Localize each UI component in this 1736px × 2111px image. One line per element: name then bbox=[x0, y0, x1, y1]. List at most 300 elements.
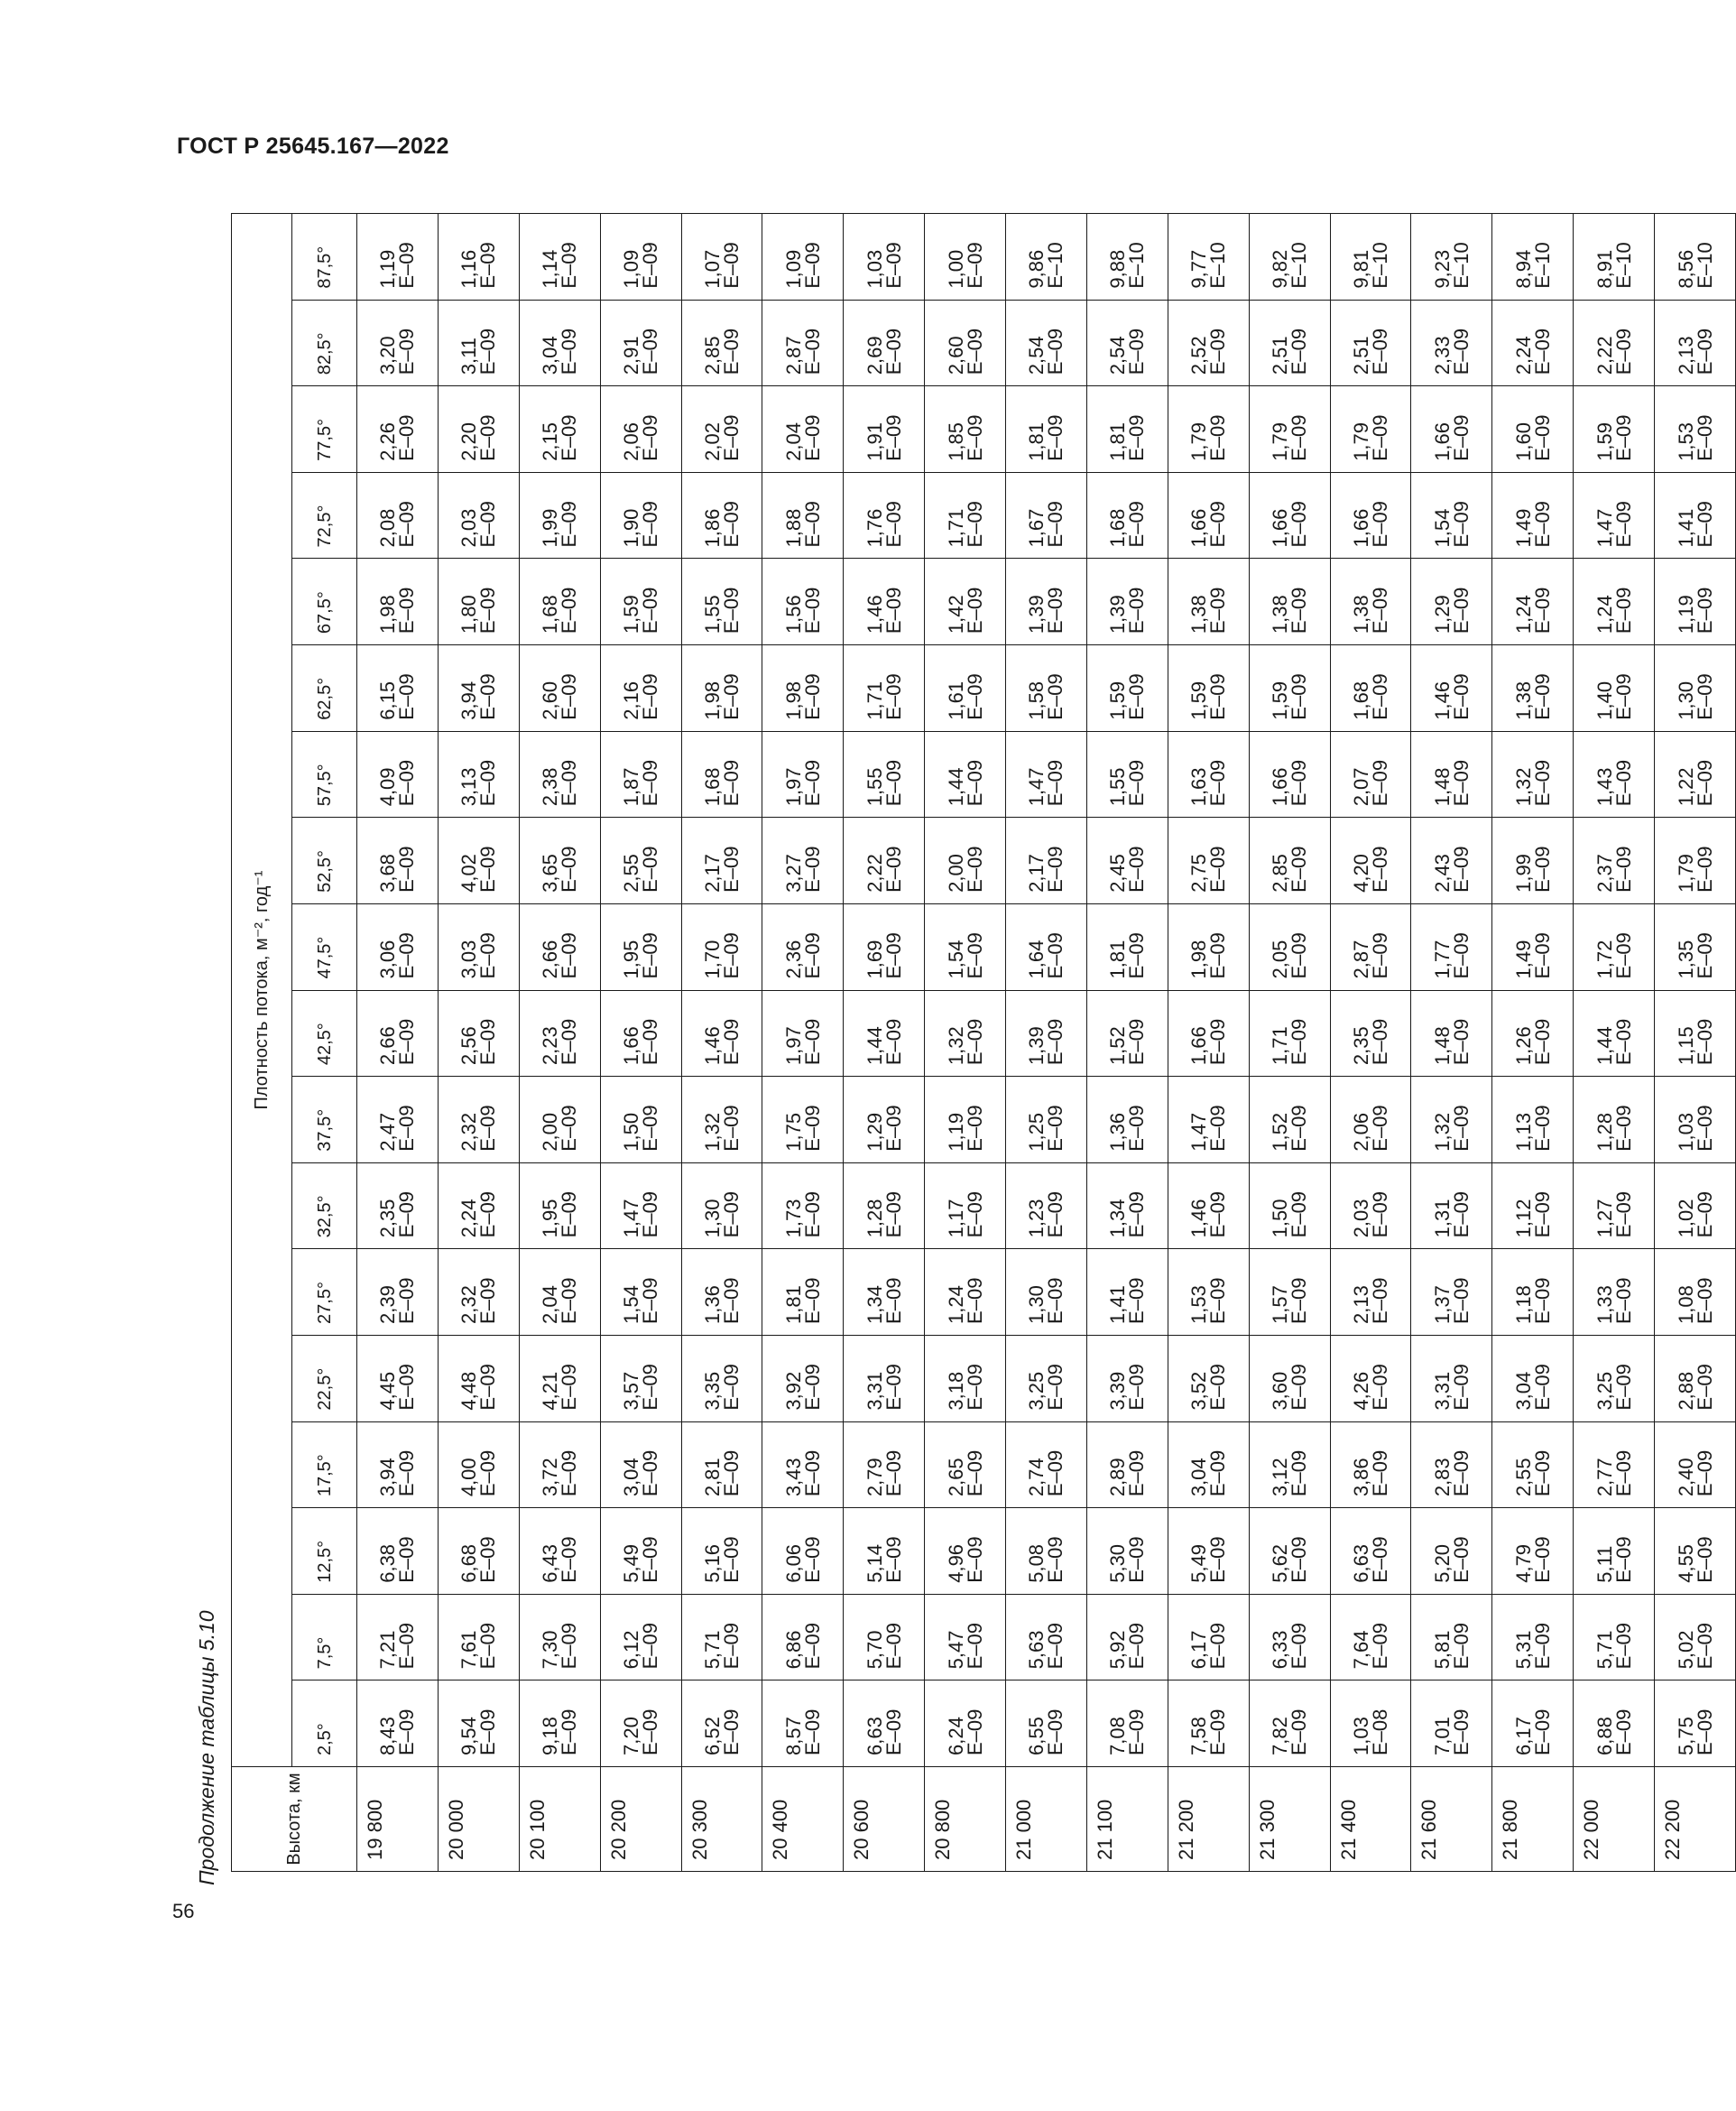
flux-value-cell bbox=[357, 1594, 439, 1680]
exponent: E–09 bbox=[800, 1623, 824, 1670]
flux-value-cell bbox=[1086, 214, 1168, 301]
flux-value-cell bbox=[1006, 990, 1087, 1077]
mantissa: 2,13 bbox=[1349, 1285, 1372, 1324]
mantissa: 1,47 bbox=[1187, 1112, 1211, 1152]
mantissa: 1,24 bbox=[1511, 595, 1535, 634]
exponent: E–09 bbox=[476, 1277, 500, 1324]
exponent: E–09 bbox=[882, 1018, 905, 1066]
exponent: E–09 bbox=[395, 1190, 419, 1238]
mantissa: 3,03 bbox=[457, 940, 481, 979]
exponent: E–09 bbox=[1368, 673, 1391, 720]
mantissa: 2,15 bbox=[539, 422, 562, 461]
mantissa: 2,87 bbox=[781, 336, 805, 375]
exponent: E–09 bbox=[476, 759, 500, 807]
exponent: E–09 bbox=[1044, 1277, 1067, 1324]
flux-value-cell bbox=[357, 903, 439, 990]
mantissa: 6,63 bbox=[1349, 1543, 1372, 1583]
mantissa: 2,56 bbox=[457, 1026, 481, 1066]
mantissa: 6,88 bbox=[1593, 1717, 1616, 1755]
flux-value-cell bbox=[1168, 1162, 1249, 1249]
exponent: E–09 bbox=[800, 1190, 824, 1238]
flux-value-cell bbox=[681, 472, 762, 559]
flux-value-cell bbox=[1330, 645, 1411, 732]
flux-value-cell bbox=[1086, 903, 1168, 990]
mantissa: 2,22 bbox=[863, 854, 886, 893]
flux-value-cell bbox=[844, 386, 925, 473]
exponent: E–09 bbox=[1288, 328, 1311, 375]
mantissa: 3,04 bbox=[1187, 1458, 1211, 1497]
mantissa: 1,19 bbox=[944, 1112, 967, 1152]
table-body bbox=[357, 214, 1736, 1872]
exponent: E–09 bbox=[1611, 1364, 1635, 1411]
mantissa: 8,56 bbox=[1674, 249, 1697, 289]
exponent: E–09 bbox=[1693, 1190, 1716, 1238]
angle-header: 17,5° bbox=[292, 1421, 357, 1508]
flux-value-cell bbox=[1168, 1421, 1249, 1508]
flux-value-cell bbox=[1411, 1077, 1492, 1163]
exponent: E–09 bbox=[1611, 673, 1635, 720]
mantissa: 1,34 bbox=[863, 1285, 886, 1324]
exponent: E–09 bbox=[1206, 932, 1230, 979]
flux-value-cell bbox=[1492, 1077, 1574, 1163]
flux-value-cell bbox=[1411, 990, 1492, 1077]
mantissa: 1,32 bbox=[944, 1026, 967, 1066]
mantissa: 3,04 bbox=[620, 1458, 643, 1497]
exponent: E–09 bbox=[1044, 1364, 1067, 1411]
flux-value-cell bbox=[1411, 731, 1492, 818]
mantissa: 1,50 bbox=[620, 1112, 643, 1152]
flux-value-cell bbox=[1655, 1249, 1736, 1336]
flux-value-cell bbox=[762, 472, 844, 559]
exponent: E–09 bbox=[1368, 587, 1391, 634]
mantissa: 1,38 bbox=[1511, 681, 1535, 720]
altitude-cell: 21 000 bbox=[1006, 1767, 1087, 1872]
table-row bbox=[1330, 214, 1411, 1872]
flux-value-cell bbox=[600, 1594, 681, 1680]
flux-value-cell bbox=[1330, 1421, 1411, 1508]
exponent: E–09 bbox=[882, 759, 905, 807]
exponent: E–09 bbox=[476, 501, 500, 548]
exponent: E–09 bbox=[558, 501, 581, 548]
exponent: E–09 bbox=[882, 587, 905, 634]
exponent: E–09 bbox=[476, 932, 500, 979]
flux-value-cell bbox=[519, 386, 600, 473]
exponent: E–09 bbox=[1288, 1364, 1311, 1411]
flux-value-cell bbox=[438, 1421, 519, 1508]
flux-value-cell bbox=[1492, 300, 1574, 386]
mantissa: 2,06 bbox=[1349, 1112, 1372, 1152]
flux-value-cell bbox=[519, 1680, 600, 1767]
exponent: E–09 bbox=[1288, 1105, 1311, 1152]
flux-value-cell bbox=[1574, 300, 1655, 386]
mantissa: 6,68 bbox=[457, 1543, 481, 1583]
flux-value-cell bbox=[519, 214, 600, 301]
mantissa: 1,81 bbox=[781, 1285, 805, 1324]
exponent: E–10 bbox=[1693, 242, 1716, 289]
exponent: E–09 bbox=[719, 1623, 743, 1670]
exponent: E–09 bbox=[639, 1105, 662, 1152]
mantissa: 7,21 bbox=[376, 1630, 400, 1670]
exponent: E–09 bbox=[1449, 1364, 1473, 1411]
altitude-cell: 21 600 bbox=[1411, 1767, 1492, 1872]
exponent: E–09 bbox=[1530, 1018, 1554, 1066]
exponent: E–09 bbox=[395, 1449, 419, 1497]
mantissa: 2,43 bbox=[1430, 854, 1454, 893]
flux-value-cell bbox=[681, 1249, 762, 1336]
exponent: E–09 bbox=[719, 1190, 743, 1238]
flux-value-cell bbox=[357, 990, 439, 1077]
flux-value-cell bbox=[1574, 1680, 1655, 1767]
exponent: E–09 bbox=[476, 1105, 500, 1152]
flux-value-cell bbox=[1330, 1594, 1411, 1680]
mantissa: 4,55 bbox=[1674, 1543, 1697, 1583]
exponent: E–09 bbox=[1449, 1190, 1473, 1238]
exponent: E–09 bbox=[800, 759, 824, 807]
flux-value-cell bbox=[600, 1680, 681, 1767]
exponent: E–09 bbox=[1693, 501, 1716, 548]
mantissa: 5,70 bbox=[863, 1630, 886, 1670]
mantissa: 1,19 bbox=[1674, 595, 1697, 634]
exponent: E–09 bbox=[476, 673, 500, 720]
exponent: E–09 bbox=[395, 328, 419, 375]
mantissa: 1,68 bbox=[539, 595, 562, 634]
mantissa: 9,77 bbox=[1187, 249, 1211, 289]
mantissa: 2,24 bbox=[1511, 336, 1535, 375]
flux-value-cell bbox=[762, 214, 844, 301]
mantissa: 1,09 bbox=[781, 249, 805, 289]
flux-value-cell bbox=[1006, 472, 1087, 559]
exponent: E–09 bbox=[800, 501, 824, 548]
flux-value-cell bbox=[438, 472, 519, 559]
flux-value-cell bbox=[844, 903, 925, 990]
flux-value-cell bbox=[844, 559, 925, 645]
flux-value-cell bbox=[1006, 1249, 1087, 1336]
mantissa: 2,33 bbox=[1430, 336, 1454, 375]
mantissa: 1,36 bbox=[700, 1285, 724, 1324]
exponent: E–09 bbox=[1368, 1536, 1391, 1583]
flux-value-cell bbox=[1655, 645, 1736, 732]
exponent: E–10 bbox=[1125, 242, 1149, 289]
exponent: E–09 bbox=[558, 1364, 581, 1411]
flux-value-cell bbox=[844, 731, 925, 818]
flux-value-cell bbox=[519, 559, 600, 645]
mantissa: 9,18 bbox=[539, 1717, 562, 1755]
flux-value-cell bbox=[844, 990, 925, 1077]
mantissa: 2,13 bbox=[1674, 336, 1697, 375]
mantissa: 4,20 bbox=[1349, 854, 1372, 893]
mantissa: 9,82 bbox=[1269, 249, 1292, 289]
mantissa: 7,58 bbox=[1187, 1717, 1211, 1755]
flux-value-cell bbox=[762, 731, 844, 818]
exponent: E–09 bbox=[1125, 501, 1149, 548]
flux-value-cell bbox=[925, 990, 1006, 1077]
mantissa: 2,36 bbox=[781, 940, 805, 979]
exponent: E–09 bbox=[1530, 328, 1554, 375]
flux-value-cell bbox=[762, 645, 844, 732]
exponent: E–09 bbox=[1044, 1190, 1067, 1238]
exponent: E–09 bbox=[1693, 673, 1716, 720]
mantissa: 1,61 bbox=[944, 681, 967, 720]
exponent: E–09 bbox=[1125, 932, 1149, 979]
mantissa: 1,25 bbox=[1025, 1112, 1048, 1152]
altitude-cell: 21 400 bbox=[1330, 1767, 1411, 1872]
exponent: E–09 bbox=[882, 932, 905, 979]
flux-value-cell bbox=[762, 300, 844, 386]
mantissa: 2,03 bbox=[1349, 1199, 1372, 1238]
exponent: E–10 bbox=[1449, 242, 1473, 289]
exponent: E–09 bbox=[882, 242, 905, 289]
altitude-cell: 22 000 bbox=[1574, 1767, 1655, 1872]
exponent: E–09 bbox=[1288, 759, 1311, 807]
mantissa: 6,55 bbox=[1025, 1717, 1048, 1755]
mantissa: 2,52 bbox=[1187, 336, 1211, 375]
mantissa: 6,86 bbox=[781, 1630, 805, 1670]
flux-value-cell bbox=[925, 300, 1006, 386]
flux-value-cell bbox=[1168, 386, 1249, 473]
mantissa: 2,88 bbox=[1674, 1371, 1697, 1411]
mantissa: 4,02 bbox=[457, 854, 481, 893]
mantissa: 6,63 bbox=[863, 1717, 886, 1755]
header-row-group bbox=[232, 214, 292, 1872]
mantissa: 2,06 bbox=[620, 422, 643, 461]
flux-value-cell bbox=[1006, 1594, 1087, 1680]
flux-value-cell bbox=[357, 731, 439, 818]
mantissa: 2,04 bbox=[539, 1285, 562, 1324]
exponent: E–09 bbox=[1206, 673, 1230, 720]
flux-value-cell bbox=[1006, 645, 1087, 732]
flux-value-cell bbox=[438, 1508, 519, 1595]
exponent: E–09 bbox=[719, 1277, 743, 1324]
flux-value-cell bbox=[762, 1594, 844, 1680]
exponent: E–09 bbox=[719, 846, 743, 893]
mantissa: 5,62 bbox=[1269, 1543, 1292, 1583]
exponent: E–10 bbox=[1611, 242, 1635, 289]
mantissa: 3,35 bbox=[700, 1371, 724, 1411]
exponent: E–09 bbox=[1449, 759, 1473, 807]
flux-value-cell bbox=[1411, 386, 1492, 473]
mantissa: 1,32 bbox=[1511, 767, 1535, 807]
mantissa: 1,66 bbox=[620, 1026, 643, 1066]
flux-value-cell bbox=[1492, 903, 1574, 990]
altitude-cell: 20 600 bbox=[844, 1767, 925, 1872]
exponent: E–09 bbox=[963, 932, 986, 979]
table-row bbox=[1574, 214, 1655, 1872]
exponent: E–09 bbox=[1288, 1623, 1311, 1670]
exponent: E–09 bbox=[719, 759, 743, 807]
mantissa: 2,89 bbox=[1106, 1458, 1130, 1497]
exponent: E–09 bbox=[1288, 1536, 1311, 1583]
exponent: E–09 bbox=[1206, 501, 1230, 548]
flux-value-cell bbox=[1411, 1249, 1492, 1336]
flux-value-cell bbox=[762, 990, 844, 1077]
mantissa: 1,19 bbox=[376, 249, 400, 289]
mantissa: 1,95 bbox=[620, 940, 643, 979]
mantissa: 1,57 bbox=[1269, 1285, 1292, 1324]
flux-value-cell bbox=[519, 1249, 600, 1336]
mantissa: 5,81 bbox=[1430, 1630, 1454, 1670]
exponent: E–09 bbox=[1693, 1277, 1716, 1324]
exponent: E–09 bbox=[395, 242, 419, 289]
flux-value-cell bbox=[1168, 1249, 1249, 1336]
angle-header: 22,5° bbox=[292, 1335, 357, 1421]
mantissa: 7,61 bbox=[457, 1630, 481, 1670]
flux-value-cell bbox=[519, 1508, 600, 1595]
mantissa: 3,13 bbox=[457, 767, 481, 807]
mantissa: 1,03 bbox=[863, 249, 886, 289]
mantissa: 3,60 bbox=[1269, 1371, 1292, 1411]
exponent: E–09 bbox=[963, 328, 986, 375]
mantissa: 4,26 bbox=[1349, 1371, 1372, 1411]
exponent: E–09 bbox=[882, 673, 905, 720]
flux-value-cell bbox=[1655, 731, 1736, 818]
flux-value-cell bbox=[438, 645, 519, 732]
table-row bbox=[357, 214, 439, 1872]
mantissa: 2,74 bbox=[1025, 1458, 1048, 1497]
altitude-cell: 20 300 bbox=[681, 1767, 762, 1872]
mantissa: 1,56 bbox=[781, 595, 805, 634]
mantissa: 1,35 bbox=[1674, 940, 1697, 979]
flux-value-cell bbox=[844, 1421, 925, 1508]
flux-value-cell bbox=[681, 1335, 762, 1421]
exponent: E–09 bbox=[639, 414, 662, 461]
exponent: E–09 bbox=[1530, 1364, 1554, 1411]
exponent: E–09 bbox=[395, 932, 419, 979]
flux-value-cell bbox=[762, 386, 844, 473]
mantissa: 2,54 bbox=[1025, 336, 1048, 375]
page-number: 56 bbox=[172, 1900, 195, 1922]
exponent: E–09 bbox=[882, 1364, 905, 1411]
mantissa: 1,41 bbox=[1674, 508, 1697, 548]
angle-header: 82,5° bbox=[292, 300, 357, 386]
table-row bbox=[1492, 214, 1574, 1872]
mantissa: 1,28 bbox=[863, 1199, 886, 1238]
mantissa: 1,68 bbox=[1106, 508, 1130, 548]
exponent: E–09 bbox=[558, 846, 581, 893]
exponent: E–09 bbox=[1125, 1364, 1149, 1411]
mantissa: 1,79 bbox=[1269, 422, 1292, 461]
flux-value-cell bbox=[1086, 990, 1168, 1077]
mantissa: 1,17 bbox=[944, 1199, 967, 1238]
exponent: E–09 bbox=[639, 1018, 662, 1066]
table-row bbox=[438, 214, 519, 1872]
angle-header: 27,5° bbox=[292, 1249, 357, 1336]
flux-value-cell bbox=[1249, 903, 1330, 990]
exponent: E–09 bbox=[395, 1277, 419, 1324]
exponent: E–09 bbox=[1449, 414, 1473, 461]
mantissa: 9,86 bbox=[1025, 249, 1048, 289]
flux-value-cell bbox=[681, 1162, 762, 1249]
mantissa: 2,81 bbox=[700, 1458, 724, 1497]
mantissa: 1,54 bbox=[944, 940, 967, 979]
flux-value-cell bbox=[1411, 1421, 1492, 1508]
flux-value-cell bbox=[1411, 1594, 1492, 1680]
table-row bbox=[762, 214, 844, 1872]
exponent: E–09 bbox=[639, 1364, 662, 1411]
exponent: E–09 bbox=[963, 1536, 986, 1583]
flux-value-cell bbox=[762, 818, 844, 904]
mantissa: 2,02 bbox=[700, 422, 724, 461]
flux-value-cell bbox=[1006, 300, 1087, 386]
exponent: E–09 bbox=[1288, 932, 1311, 979]
mantissa: 6,33 bbox=[1269, 1630, 1292, 1670]
flux-value-cell bbox=[844, 645, 925, 732]
exponent: E–09 bbox=[558, 1623, 581, 1670]
exponent: E–09 bbox=[558, 1708, 581, 1755]
mantissa: 4,96 bbox=[944, 1543, 967, 1583]
flux-value-cell bbox=[1006, 1335, 1087, 1421]
mantissa: 8,43 bbox=[376, 1717, 400, 1755]
flux-value-cell bbox=[1655, 1594, 1736, 1680]
mantissa: 2,45 bbox=[1106, 854, 1130, 893]
exponent: E–09 bbox=[800, 1364, 824, 1411]
flux-value-cell bbox=[844, 1335, 925, 1421]
exponent: E–09 bbox=[1368, 1105, 1391, 1152]
mantissa: 1,42 bbox=[944, 595, 967, 634]
exponent: E–09 bbox=[476, 1190, 500, 1238]
exponent: E–09 bbox=[1449, 932, 1473, 979]
mantissa: 1,70 bbox=[700, 940, 724, 979]
mantissa: 2,35 bbox=[376, 1199, 400, 1238]
mantissa: 3,11 bbox=[457, 338, 481, 375]
exponent: E–09 bbox=[1044, 414, 1067, 461]
flux-value-cell bbox=[600, 386, 681, 473]
flux-value-cell bbox=[600, 472, 681, 559]
exponent: E–09 bbox=[558, 1190, 581, 1238]
flux-value-cell bbox=[762, 903, 844, 990]
mantissa: 1,46 bbox=[863, 595, 886, 634]
flux-value-cell bbox=[1411, 1680, 1492, 1767]
mantissa: 1,49 bbox=[1511, 940, 1535, 979]
mantissa: 2,23 bbox=[539, 1026, 562, 1066]
flux-value-cell bbox=[844, 1680, 925, 1767]
mantissa: 1,44 bbox=[944, 767, 967, 807]
angle-header: 37,5° bbox=[292, 1077, 357, 1163]
flux-value-cell bbox=[438, 300, 519, 386]
flux-value-cell bbox=[762, 559, 844, 645]
mantissa: 1,98 bbox=[781, 681, 805, 720]
exponent: E–09 bbox=[1611, 501, 1635, 548]
exponent: E–09 bbox=[1125, 846, 1149, 893]
altitude-cell: 20 000 bbox=[438, 1767, 519, 1872]
table-row bbox=[519, 214, 600, 1872]
flux-value-cell bbox=[1492, 818, 1574, 904]
exponent: E–09 bbox=[1044, 328, 1067, 375]
flux-value-cell bbox=[925, 559, 1006, 645]
exponent: E–09 bbox=[800, 673, 824, 720]
exponent: E–09 bbox=[476, 328, 500, 375]
mantissa: 1,24 bbox=[944, 1285, 967, 1324]
mantissa: 9,54 bbox=[457, 1717, 481, 1755]
mantissa: 1,98 bbox=[376, 595, 400, 634]
exponent: E–09 bbox=[1368, 1190, 1391, 1238]
exponent: E–09 bbox=[1288, 1449, 1311, 1497]
mantissa: 1,76 bbox=[863, 508, 886, 548]
exponent: E–08 bbox=[1368, 1708, 1391, 1755]
exponent: E–09 bbox=[639, 1623, 662, 1670]
exponent: E–09 bbox=[558, 1105, 581, 1152]
exponent: E–09 bbox=[882, 1277, 905, 1324]
exponent: E–09 bbox=[1044, 1449, 1067, 1497]
flux-value-cell bbox=[438, 903, 519, 990]
exponent: E–09 bbox=[1044, 932, 1067, 979]
flux-value-cell bbox=[1574, 1077, 1655, 1163]
flux-value-cell bbox=[1330, 1335, 1411, 1421]
flux-value-cell bbox=[762, 1162, 844, 1249]
mantissa: 2,05 bbox=[1269, 940, 1292, 979]
exponent: E–09 bbox=[1611, 328, 1635, 375]
exponent: E–09 bbox=[1368, 1277, 1391, 1324]
flux-value-cell bbox=[438, 386, 519, 473]
